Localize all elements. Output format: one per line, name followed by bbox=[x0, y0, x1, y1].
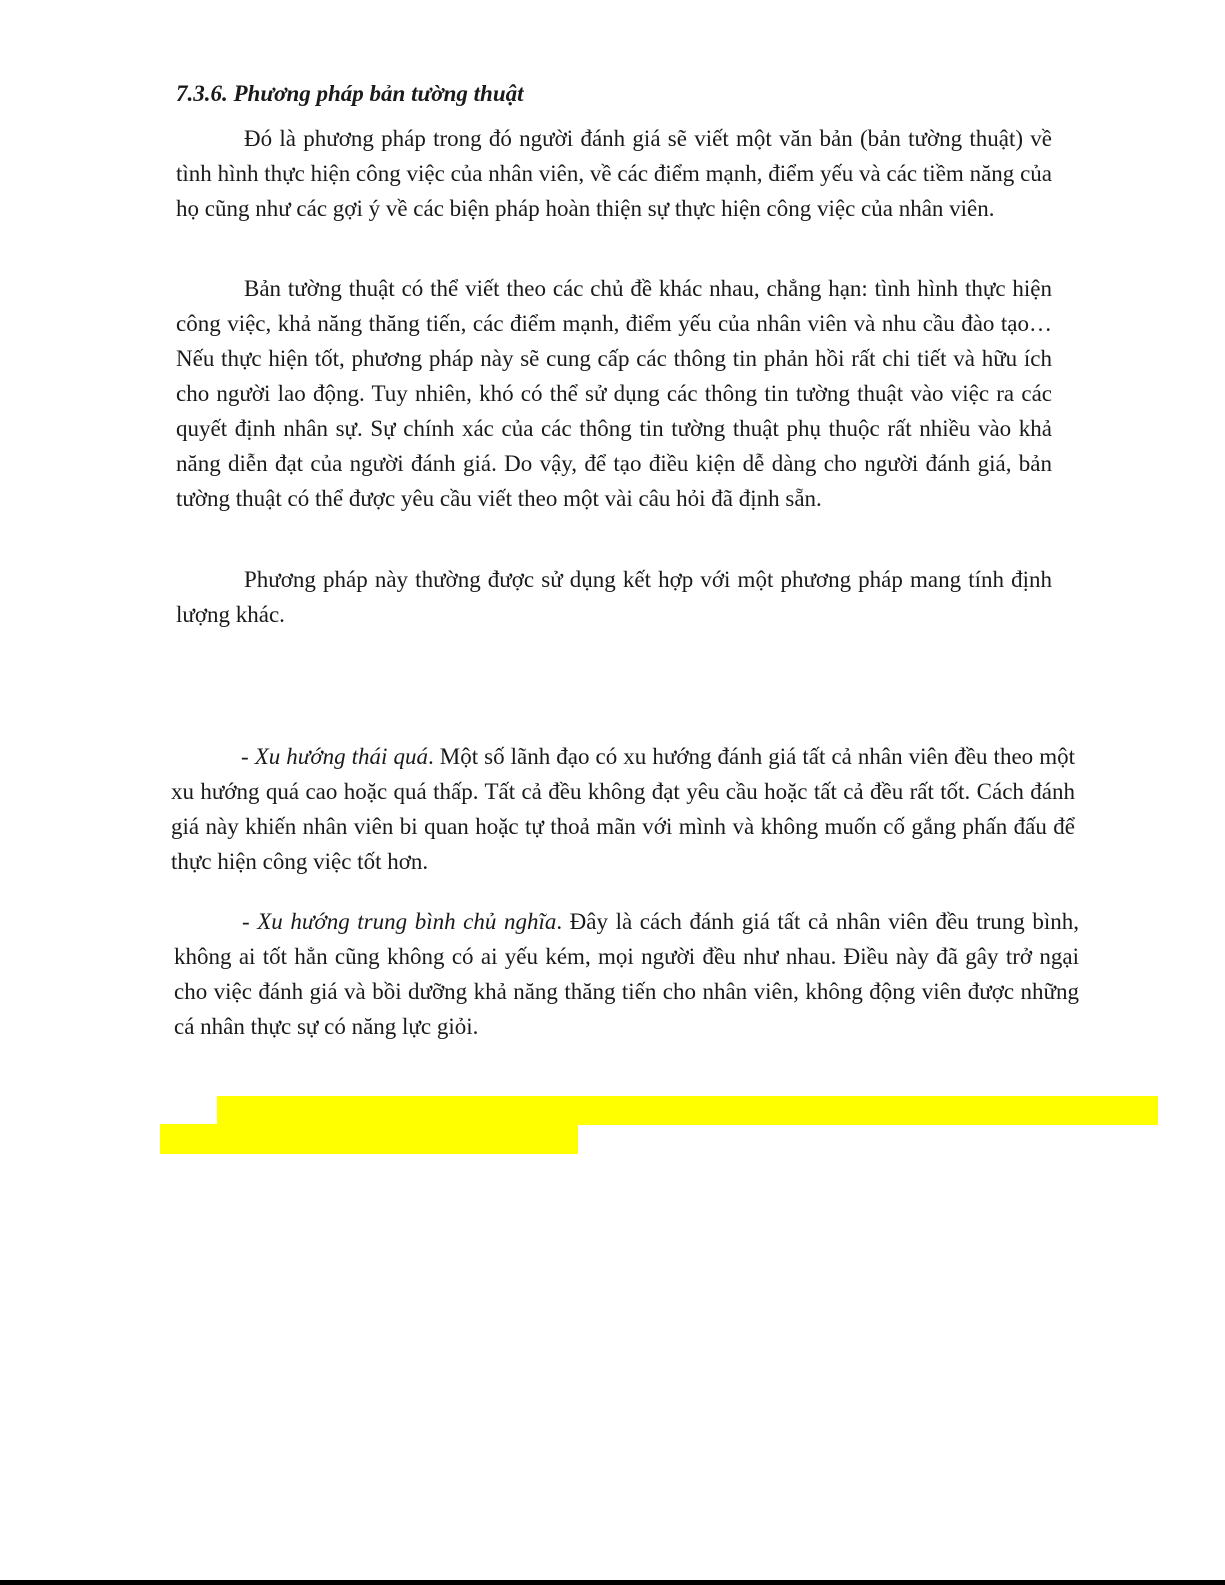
error-item-extreme-tendency bbox=[171, 739, 1075, 879]
error-item-prefix: - bbox=[241, 744, 255, 769]
section-paragraph-1: Đó là phương pháp trong đó người đánh giá sẽ viết một văn bản (bản tường thuật) về tình hình thực hiện công việc của nhân viên, về các điểm mạnh, điểm yếu và các tiềm năng của họ cũng như các gợi ý về các biện pháp hoàn thiện sự thực hiện công việc của nhân viên. bbox=[176, 126, 1052, 221]
highlight-bar-top bbox=[217, 1096, 1158, 1125]
error-item-term: Xu hướng trung bình chủ nghĩa bbox=[257, 909, 557, 934]
error-item-text: . Đây là cách đánh giá tất cả nhân viên đều trung bình, không ai tốt hẳn cũng không có ai yếu kém, mọi người đều như nhau. Điều này đã gây trở ngại cho việc đánh giá và bồi dưỡng khả năng thăng tiến cho nhân viên, không động viên được những cá nhân thực sự có năng lực giỏi. bbox=[174, 909, 1079, 1039]
section-paragraph-2: Bản tường thuật có thể viết theo các chủ đề khác nhau, chẳng hạn: tình hình thực hiện công việc, khả năng thăng tiến, các điểm mạnh, điểm yếu của nhân viên và nhu cầu đào tạo…Nếu thực hiện tốt, phương pháp này sẽ cung cấp các thông tin phản hồi rất chi tiết và hữu ích cho người lao động. Tuy nhiên, khó có thể sử dụng các thông tin tường thuật vào việc ra các quyết định nhân sự. Sự chính xác của các thông tin tường thuật phụ thuộc rất nhiều vào khả năng diễn đạt của người đánh giá. Do vậy, để tạo điều kiện dễ dàng cho người đánh giá, bản tường thuật có thể được yêu cầu viết theo một vài câu hỏi đã định sẵn. bbox=[176, 276, 1052, 511]
section-heading: 7.3.6. Phương pháp bản tường thuật bbox=[176, 81, 524, 106]
error-item-term: Xu hướng thái quá bbox=[254, 744, 428, 769]
error-item-central-tendency bbox=[174, 904, 1079, 1044]
error-item-prefix: - bbox=[242, 909, 258, 934]
error-item-text: . Một số lãnh đạo có xu hướng đánh giá tất cả nhân viên đều theo một xu hướng quá cao hoặc quá thấp. Tất cả đều không đạt yêu cầu hoặc tất cả đều rất tốt. Cách đánh giá này khiến nhân viên bi quan hoặc tự thoả mãn với mình và không muốn cố gắng phấn đấu để thực hiện công việc tốt hơn. bbox=[171, 744, 1075, 874]
page-bottom-rule bbox=[0, 1580, 1225, 1585]
section-paragraph-3: Phương pháp này thường được sử dụng kết hợp với một phương pháp mang tính định lượng khác. bbox=[176, 567, 1052, 627]
highlight-bar-bottom bbox=[160, 1124, 578, 1154]
